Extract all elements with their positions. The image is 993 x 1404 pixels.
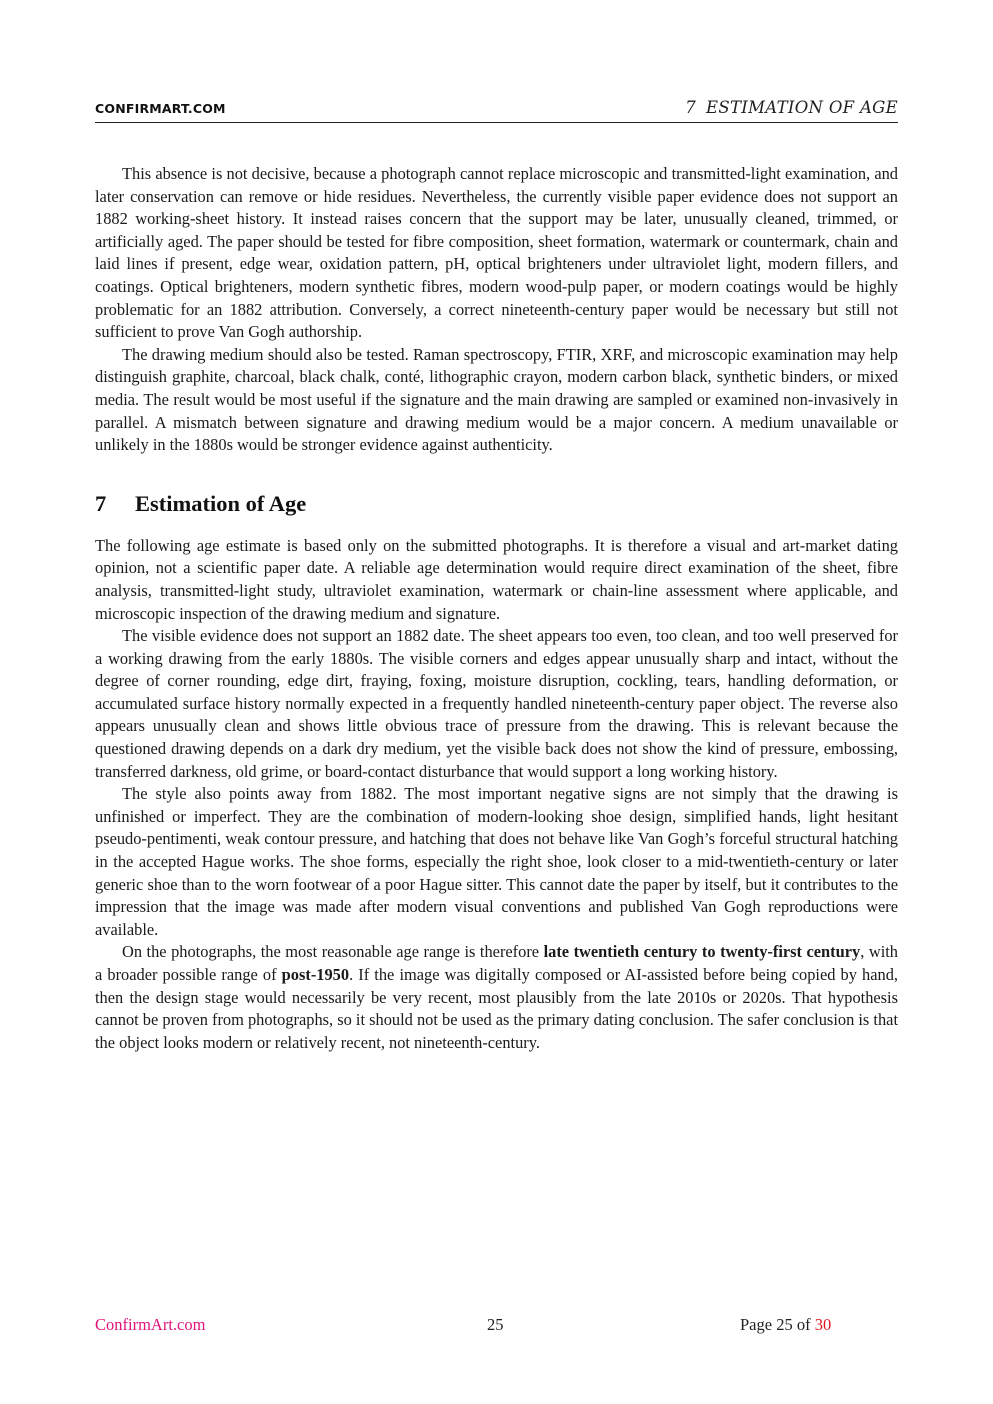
running-section-title	[685, 98, 898, 117]
paragraph: This absence is not decisive, because a photograph cannot replace microscopic and transmitted-light examination, and later conservation can remove or hide residues. Nevertheless, the currently visible paper evidence does not support an 1882 working-sheet history. It instead raises concern that the support may be later, unusually cleaned, trimmed, or artificially aged. The paper should be tested for fibre composition, sheet formation, watermark or countermark, chain and laid lines if present, edge wear, oxidation pattern, pH, optical brighteners under ultraviolet light, modern fillers, and coatings. Optical brighteners, modern synthetic fibres, modern wood-pulp paper, or modern coatings would be highly problematic for an 1882 attribution. Conversely, a correct nineteenth-century paper would be necessary but still not sufficient to prove Van Gogh authorship.	[95, 164, 898, 342]
section-number: 7	[95, 490, 107, 516]
running-section-label: ESTIMATION OF AGE	[706, 98, 898, 117]
text-run: . If the image was digitally composed or AI-assisted before being copied by hand, then the design stage would necessarily be very recent, most plausibly from the late 2010s or 2020s. That hypothesis cannot be proven from photographs, so it should not be used as the primary dating conclusion. The safer conclusion is that the object looks modern or relatively recent, not nineteenth-century.	[95, 965, 898, 1052]
footer-page-number: 25	[487, 1315, 504, 1334]
paragraph: The visible evidence does not support an 1882 date. The sheet appears too even, too clean, and too well preserved for a working drawing from the early 1880s. The visible corners and edges appear unusually sharp and intact, without the degree of corner rounding, edge dirt, fraying, foxing, moisture disruption, cockling, tears, handling deformation, or accumulated surface history normally expected in a frequently handled nineteenth-century paper object. The reverse also appears unusually clean and shows little obvious trace of pressure from the drawing. This is relevant because the questioned drawing depends on a dark dry medium, yet the visible back does not show the kind of pressure, embossing, transferred darkness, old grime, or board-contact disturbance that would support a long working history.	[95, 626, 898, 781]
section-title: Estimation of Age	[135, 490, 307, 516]
paragraph: The drawing medium should also be tested. Raman spectroscopy, FTIR, XRF, and microscopic examination may help distinguish graphite, charcoal, black chalk, conté, lithographic crayon, modern carbon black, synthetic binders, or mixed media. The result would be most useful if the signature and the main drawing are sampled or examined non-invasively in parallel. A mismatch between signature and drawing medium would be a major concern. A medium unavailable or unlikely in the 1880s would be stronger evidence against authenticity.	[95, 344, 898, 455]
footer-total-pages-link[interactable]: 30	[814, 1315, 832, 1334]
paragraph-conclusion	[95, 941, 898, 1054]
paragraph: The following age estimate is based only on the submitted photographs. It is therefore a visual and art-market dating opinion, not a scientific paper date. A reliable age determination would require direct examination of the sheet, fibre analysis, transmitted-light study, ultraviolet examination, watermark or chain-line assessment where applicable, and microscopic inspection of the drawing medium and signature.	[95, 535, 898, 623]
confirmart-logo: CONFIRMART.COM	[95, 101, 226, 116]
footer-page-label: Page 25 of	[740, 1315, 815, 1334]
running-header	[95, 98, 898, 123]
text-run: On the photographs, the most reasonable age range is therefore	[122, 942, 544, 962]
bold-age-range: late twentieth century to twenty-first century	[543, 942, 861, 962]
paragraph: The style also points away from 1882. The most important negative signs are not simply that the drawing is unfinished or imperfect. They are the combination of modern-looking shoe design, simplified hands, light hesitant pseudo-pentimenti, weak contour pressure, and hatching that does not behave like Van Gogh’s forceful structural hatching in the accepted Hague works. The shoe forms, especially the right shoe, look closer to a mid-twentieth-century or later generic shoe than to the worn footwear of a poor Hague sitter. This cannot date the paper by itself, but it contributes to the impression that the image was made after modern visual conventions and published Van Gogh reproductions were available.	[95, 784, 898, 939]
section-heading	[95, 491, 898, 517]
footer-page-of	[740, 1315, 831, 1335]
footer-site-link[interactable]: ConfirmArt.com	[95, 1315, 206, 1334]
text-run: , with a broader possible range of	[95, 942, 898, 984]
bold-post-1950: post-1950	[281, 965, 350, 984]
running-section-number: 7	[685, 98, 697, 117]
document-body	[95, 163, 898, 1054]
